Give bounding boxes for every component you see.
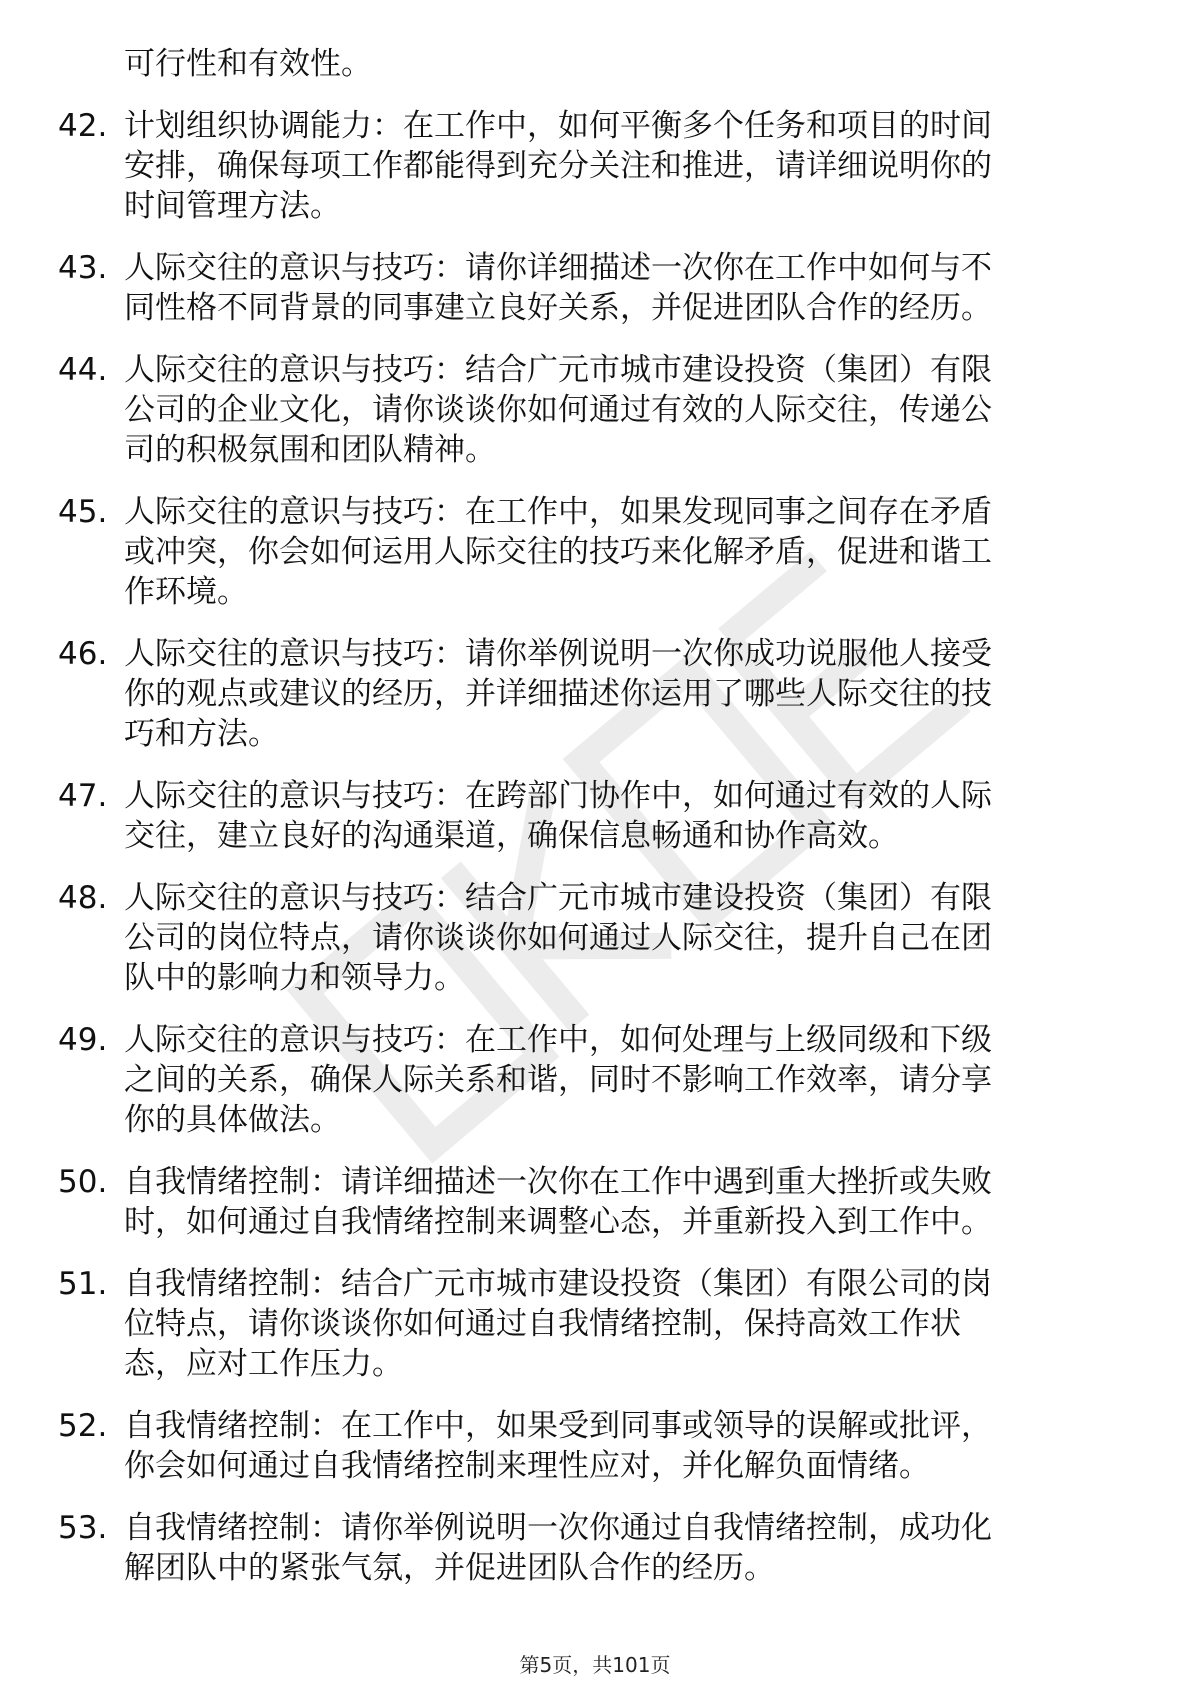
question-text: [124, 634, 1118, 754]
question-item: [58, 492, 1118, 612]
question-line: 自我情绪控制：在工作中，如果受到同事或领导的误解或批评，: [124, 1408, 992, 1444]
question-line: 自我情绪控制：结合广元市城市建设投资（集团）有限公司的岗: [124, 1266, 992, 1302]
question-number: 46.: [58, 636, 108, 672]
question-item: [58, 1162, 1118, 1242]
question-number: 53.: [58, 1510, 108, 1546]
question-line: 时，如何通过自我情绪控制来调整心态，并重新投入到工作中。: [124, 1204, 992, 1240]
question-text: [124, 492, 1118, 612]
question-text: [124, 776, 1118, 856]
question-item: [58, 106, 1118, 226]
question-item: [58, 350, 1118, 470]
continuation-line: 可行性和有效性。: [124, 46, 372, 82]
question-line: 之间的关系，确保人际关系和谐，同时不影响工作效率，请分享: [124, 1062, 992, 1098]
question-item: [58, 1406, 1118, 1486]
question-line: 安排，确保每项工作都能得到充分关注和推进，请详细说明你的: [124, 148, 992, 184]
question-text: [124, 1020, 1118, 1140]
question-number: 44.: [58, 352, 108, 388]
question-list: [58, 106, 1118, 1588]
question-text: [124, 248, 1118, 328]
question-number: 42.: [58, 108, 108, 144]
question-line: 你的观点或建议的经历，并详细描述你运用了哪些人际交往的技: [124, 676, 992, 712]
question-line: 态，应对工作压力。: [124, 1346, 403, 1382]
question-item: [58, 1264, 1118, 1384]
question-line: 公司的企业文化，请你谈谈你如何通过有效的人际交往，传递公: [124, 392, 992, 428]
question-line: 计划组织协调能力：在工作中，如何平衡多个任务和项目的时间: [124, 108, 992, 144]
question-line: 时间管理方法。: [124, 188, 341, 224]
question-line: 人际交往的意识与技巧：请你举例说明一次你成功说服他人接受: [124, 636, 992, 672]
question-number: 50.: [58, 1164, 108, 1200]
question-line: 交往，建立良好的沟通渠道，确保信息畅通和协作高效。: [124, 818, 899, 854]
question-line: 同性格不同背景的同事建立良好关系，并促进团队合作的经历。: [124, 290, 992, 326]
question-number: 49.: [58, 1022, 108, 1058]
question-line: 你会如何通过自我情绪控制来理性应对，并化解负面情绪。: [124, 1448, 930, 1484]
question-number: 51.: [58, 1266, 108, 1302]
question-line: 人际交往的意识与技巧：结合广元市城市建设投资（集团）有限: [124, 880, 992, 916]
question-text: [124, 878, 1118, 998]
question-item: [58, 1508, 1118, 1588]
question-number: 45.: [58, 494, 108, 530]
document-body: [58, 44, 1118, 1610]
question-line: 巧和方法。: [124, 716, 279, 752]
question-item: [58, 1020, 1118, 1140]
question-line: 人际交往的意识与技巧：请你详细描述一次你在工作中如何与不: [124, 250, 992, 286]
question-text: [124, 1406, 1118, 1486]
question-line: 公司的岗位特点，请你谈谈你如何通过人际交往，提升自己在团: [124, 920, 992, 956]
question-number: 47.: [58, 778, 108, 814]
question-line: 你的具体做法。: [124, 1102, 341, 1138]
page-footer: 第5页，共101页: [519, 1653, 671, 1677]
question-text: [124, 1264, 1118, 1384]
question-line: 司的积极氛围和团队精神。: [124, 432, 496, 468]
question-line: 人际交往的意识与技巧：在跨部门协作中，如何通过有效的人际: [124, 778, 992, 814]
question-number: 48.: [58, 880, 108, 916]
question-line: 人际交往的意识与技巧：结合广元市城市建设投资（集团）有限: [124, 352, 992, 388]
question-item: [58, 248, 1118, 328]
question-text: [124, 1508, 1118, 1588]
question-number: 52.: [58, 1408, 108, 1444]
question-line: 人际交往的意识与技巧：在工作中，如果发现同事之间存在矛盾: [124, 494, 992, 530]
question-line: 解团队中的紧张气氛，并促进团队合作的经历。: [124, 1550, 775, 1586]
question-text: [124, 106, 1118, 226]
question-line: 人际交往的意识与技巧：在工作中，如何处理与上级同级和下级: [124, 1022, 992, 1058]
question-line: 队中的影响力和领导力。: [124, 960, 465, 996]
question-text: [124, 350, 1118, 470]
question-text: [124, 1162, 1118, 1242]
question-number: 43.: [58, 250, 108, 286]
question-line: 位特点，请你谈谈你如何通过自我情绪控制，保持高效工作状: [124, 1306, 961, 1342]
question-line: 自我情绪控制：请详细描述一次你在工作中遇到重大挫折或失败: [124, 1164, 992, 1200]
question-item: [58, 878, 1118, 998]
question-item: [58, 776, 1118, 856]
question-line: 作环境。: [124, 574, 248, 610]
question-item: [58, 634, 1118, 754]
question-line: 或冲突，你会如何运用人际交往的技巧来化解矛盾，促进和谐工: [124, 534, 992, 570]
question-line: 自我情绪控制：请你举例说明一次你通过自我情绪控制，成功化: [124, 1510, 992, 1546]
